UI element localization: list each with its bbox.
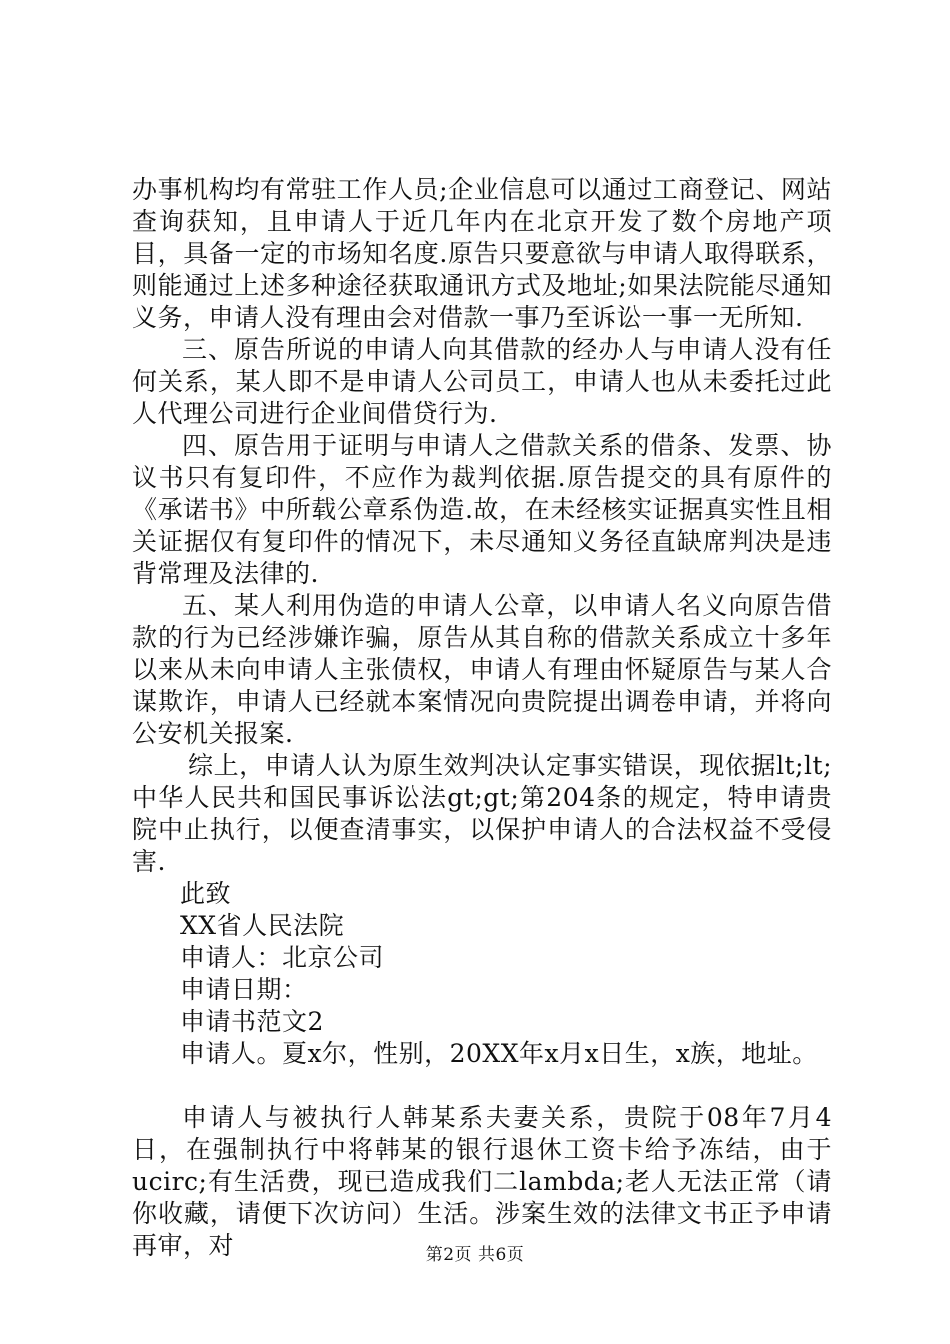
paragraph-point-four: 四、原告用于证明与申请人之借款关系的借条、发票、协议书只有复印件，不应作为裁判依据.原告提交的具有原件的《承诺书》中所载公章系伪造.故，在未经核实证据真实性且相关证据仅有复印件的情况下，未尽通知义务径直缺席判决是违背常理及法律的.	[132, 431, 832, 588]
salutation-line: 此致	[180, 879, 232, 908]
court-line: XX省人民法院	[180, 911, 345, 940]
paragraph-point-five: 五、某人利用伪造的申请人公章，以申请人名义向原告借款的行为已经涉嫌诈骗，原告从其自称的借款关系成立十多年以来从未向申请人主张债权，申请人有理由怀疑原告与某人合谋欺诈，申请人已经就本案情况向贵院提出调卷申请，并将向公安机关报案.	[132, 591, 832, 748]
paragraph-summary: 综上，申请人认为原生效判决认定事实错误，现依据lt;lt;中华人民共和国民事诉讼法gt;gt;第204条的规定，特申请贵院中止执行，以便查清事实，以保护申请人的合法权益不受侵害.	[132, 751, 832, 876]
paragraph-second-sample: 申请人与被执行人韩某系夫妻关系，贵院于08年7月4日，在强制执行中将韩某的银行退休工资卡给予冻结，由于ucirc;有生活费，现已造成我们二lambda;老人无法正常（请你收藏，请便下次访问）生活。涉案生效的法律文书正予申请再审，对	[132, 1103, 832, 1260]
paragraph-point-three: 三、原告所说的申请人向其借款的经办人与申请人没有任何关系，某人即不是申请人公司员工，申请人也从未委托过此人代理公司进行企业间借贷行为.	[132, 335, 832, 428]
document-body	[132, 174, 832, 1262]
paragraph-continuation: 办事机构均有常驻工作人员;企业信息可以通过工商登记、网站查询获知，且申请人于近几年内在北京开发了数个房地产项目，具备一定的市场知名度.原告只要意欲与申请人取得联系，则能通过上述多种途径获取通讯方式及地址;如果法院能尽通知义务，申请人没有理由会对借款一事乃至诉讼一事一无所知.	[132, 175, 832, 332]
applicant-info-line: 申请人。夏x尔，性别，20XX年x月x日生，x族，地址。	[180, 1039, 818, 1068]
page-footer: 第2页 共6页	[425, 1245, 525, 1265]
applicant-line: 申请人：北京公司	[180, 943, 385, 972]
sample-title-line: 申请书范文2	[180, 1007, 324, 1036]
blank-line	[132, 1070, 832, 1102]
date-line: 申请日期：	[180, 975, 308, 1004]
